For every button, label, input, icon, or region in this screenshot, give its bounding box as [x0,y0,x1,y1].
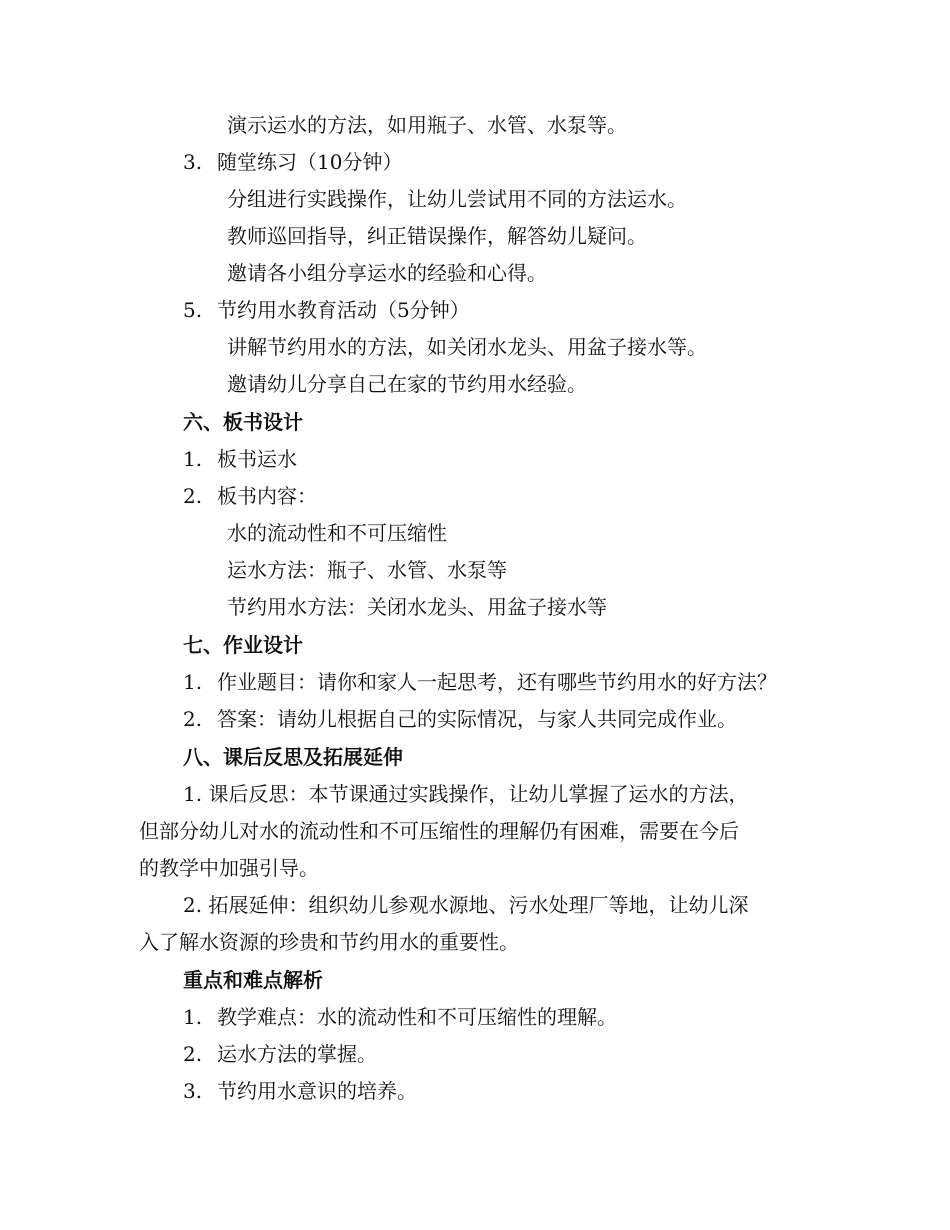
board-content-1: 水的流动性和不可压缩性 [227,521,447,545]
extension-line-2: 入了解水资源的珍贵和节约用水的重要性。 [139,930,519,954]
item-text: 节约用水意识的培养。 [217,1079,417,1103]
board-content-2: 运水方法：瓶子、水管、水泵等 [227,558,507,582]
item-title: 节约用水教育活动（5分钟） [217,298,470,322]
method-demo-line: 演示运水的方法，如用瓶子、水管、水泵等。 [227,113,627,137]
item-number: 1. [183,1005,203,1029]
item-number: 1. [183,670,203,694]
saving-line-2: 邀请幼儿分享自己在家的节约用水经验。 [227,372,587,396]
item-text: 答案：请幼儿根据自己的实际情况，与家人共同完成作业。 [217,707,737,731]
heading-homework: 七、作业设计 [183,633,303,657]
item-number: 5. [183,298,203,322]
item-text: 板书内容： [217,484,317,508]
item-text: 板书运水 [217,447,297,471]
section-item-3 [183,149,402,175]
section-item-5 [183,297,470,323]
item-title: 随堂练习（10分钟） [217,150,403,174]
heading-reflection: 八、课后反思及拓展延伸 [183,745,403,769]
item-number: 1. [183,447,203,471]
extension-line-1: 2. 拓展延伸：组织幼儿参观水源地、污水处理厂等地，让幼儿深 [183,893,749,917]
reflection-line-1: 1. 课后反思：本节课通过实践操作，让幼儿掌握了运水的方法， [183,782,749,806]
heading-key-points: 重点和难点解析 [183,968,323,992]
board-item-1 [183,446,297,472]
item-text: 教学难点：水的流动性和不可压缩性的理解。 [217,1005,617,1029]
key-item-1 [183,1004,617,1030]
reflection-line-2: 但部分幼儿对水的流动性和不可压缩性的理解仍有困难，需要在今后 [139,819,739,843]
homework-item-1 [183,669,777,695]
item-number: 2. [183,1042,203,1066]
homework-item-2 [183,706,737,732]
board-content-3: 节约用水方法：关闭水龙头、用盆子接水等 [227,595,607,619]
reflection-line-3: 的教学中加强引导。 [139,856,319,880]
item-text: 作业题目：请你和家人一起思考，还有哪些节约用水的好方法？ [217,670,777,694]
practice-line-3: 邀请各小组分享运水的经验和心得。 [227,261,547,285]
key-item-2 [183,1041,377,1067]
item-text: 运水方法的掌握。 [217,1042,377,1066]
item-number: 2. [183,707,203,731]
key-item-3 [183,1078,417,1104]
item-number: 2. [183,484,203,508]
practice-line-1: 分组进行实践操作，让幼儿尝试用不同的方法运水。 [227,187,687,211]
board-item-2 [183,483,317,509]
practice-line-2: 教师巡回指导，纠正错误操作，解答幼儿疑问。 [227,224,647,248]
item-number: 3. [183,150,203,174]
heading-board-design: 六、板书设计 [183,410,303,434]
item-number: 3. [183,1079,203,1103]
saving-line-1: 讲解节约用水的方法，如关闭水龙头、用盆子接水等。 [227,335,707,359]
